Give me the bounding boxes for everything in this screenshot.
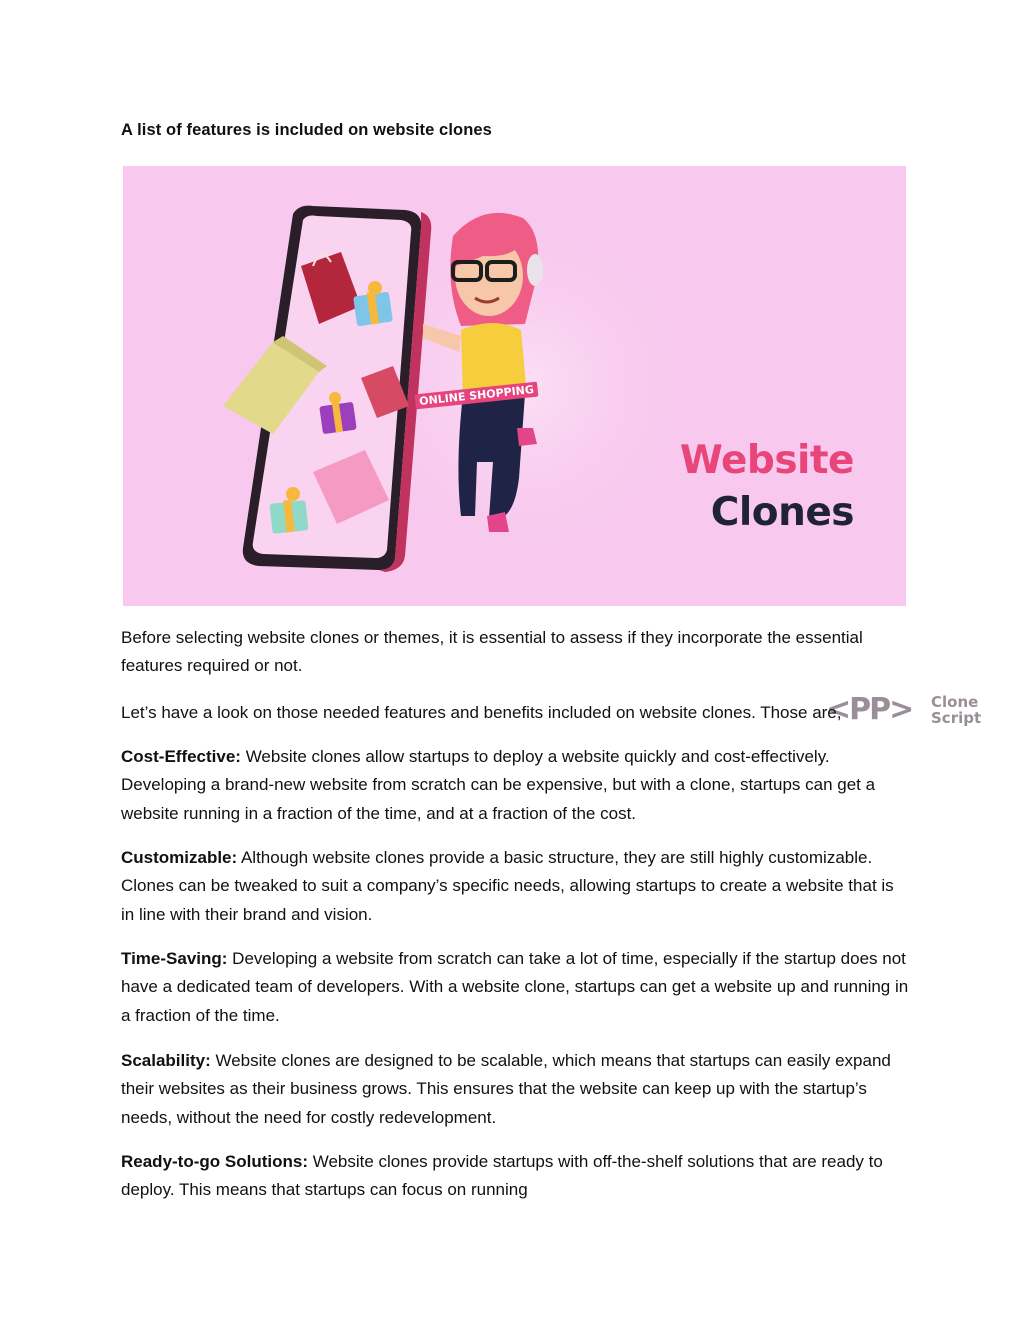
feature-text: Developing a website from scratch can take a lot of time, especially if the startup does not have a dedicated team of developers. With a website clone, startups can get a website up and running in a fraction of the time. — [121, 949, 909, 1025]
intro-paragraph: Before selecting website clones or themes, it is essential to assess if they incorporate the essential features required or not. — [121, 628, 863, 676]
logo-line2: Script — [931, 709, 982, 727]
feature-text: Website clones are designed to be scalable, which means that startups can easily expand their websites as their business grows. This ensures that the website can keep up with the startup’s needs, without the need for costly redevelopment. — [121, 1051, 891, 1127]
feature-paragraph — [121, 1047, 911, 1132]
feature-text: Website clones allow startups to deploy a website quickly and cost-effectively. Developing a brand-new website from scratch can be expensive, but with a clone, startups can get a website running in a fraction of the time, and at a fraction of the cost. — [121, 747, 876, 823]
online-shopping-label: ONLINE SHOPPING — [415, 382, 539, 410]
feature-term: Ready-to-go Solutions: — [121, 1152, 308, 1171]
page-heading: A list of features is included on website clones — [121, 121, 492, 139]
feature-term: Time-Saving: — [121, 949, 228, 968]
feature-paragraph — [121, 844, 911, 929]
feature-term: Scalability: — [121, 1051, 211, 1070]
feature-paragraph — [121, 1148, 911, 1205]
lead-paragraph: Let’s have a look on those needed features and benefits included on website clones. Those are, — [121, 703, 842, 722]
banner-title-line2: Clones — [710, 490, 854, 535]
feature-term: Customizable: — [121, 848, 238, 867]
feature-paragraph — [121, 743, 911, 828]
feature-text: Website clones provide startups with off-the-shelf solutions that are ready to deploy. This means that startups can focus on running — [121, 1152, 883, 1200]
feature-paragraph — [121, 945, 911, 1030]
logo-text — [931, 694, 981, 726]
feature-text: Although website clones provide a basic structure, they are still highly customizable. Clones can be tweaked to suit a company’s specific needs, allowing startups to create a website that is in line with their brand and vision. — [121, 848, 894, 924]
banner-title-line1: Website — [679, 438, 854, 483]
logo-line1: Clone — [931, 693, 979, 711]
pp-logo-icon: <PP> — [826, 692, 913, 727]
feature-term: Cost-Effective: — [121, 747, 241, 766]
